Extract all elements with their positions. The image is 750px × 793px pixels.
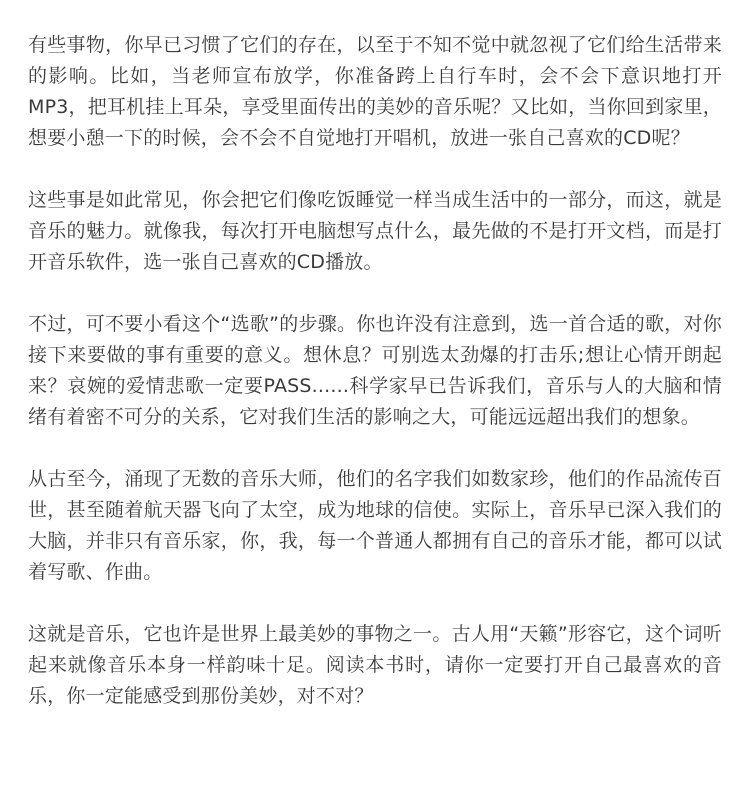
paragraph-3: 不过，可不要小看这个“选歌”的步骤。你也许没有注意到，选一首合适的歌，对你接下来要做的事有重要的意义。想休息？可别选太劲爆的打击乐;想让心情开朗起来？哀婉的爱情悲歌一定要PASS......科学家早已告诉我们，音乐与人的大脑和情绪有着密不可分的关系，它对我们生活的影响之大，可能远远超出我们的想象。 (28, 313, 722, 428)
paragraph-2: 这些事是如此常见，你会把它们像吃饭睡觉一样当成生活中的一部分，而这，就是音乐的魅力。就像我，每次打开电脑想写点什么，最先做的不是打开文档，而是打开音乐软件，选一张自己喜欢的CD播放。 (28, 189, 722, 273)
paragraph-1: 有些事物，你早已习惯了它们的存在，以至于不知不觉中就忽视了它们给生活带来的影响。比如，当老师宣布放学，你准备跨上自行车时，会不会下意识地打开MP3，把耳机挂上耳朵，享受里面传出的美妙的音乐呢？又比如，当你回到家里，想要小憩一下的时候，会不会不自觉地打开唱机，放进一张自己喜欢的CD呢？ (28, 34, 722, 149)
paragraph-4: 从古至今，涌现了无数的音乐大师，他们的名字我们如数家珍，他们的作品流传百世，甚至随着航天器飞向了太空，成为地球的信使。实际上，音乐早已深入我们的大脑，并非只有音乐家，你，我，每一个普通人都拥有自己的音乐才能，都可以试着写歌、作曲。 (28, 468, 722, 583)
article-body (28, 30, 722, 743)
paragraph-5: 这就是音乐，它也许是世界上最美妙的事物之一。古人用“天籁”形容它，这个词听起来就像音乐本身一样韵味十足。阅读本书时，请你一定要打开自己最喜欢的音乐，你一定能感受到那份美妙，对不对？ (28, 623, 722, 707)
